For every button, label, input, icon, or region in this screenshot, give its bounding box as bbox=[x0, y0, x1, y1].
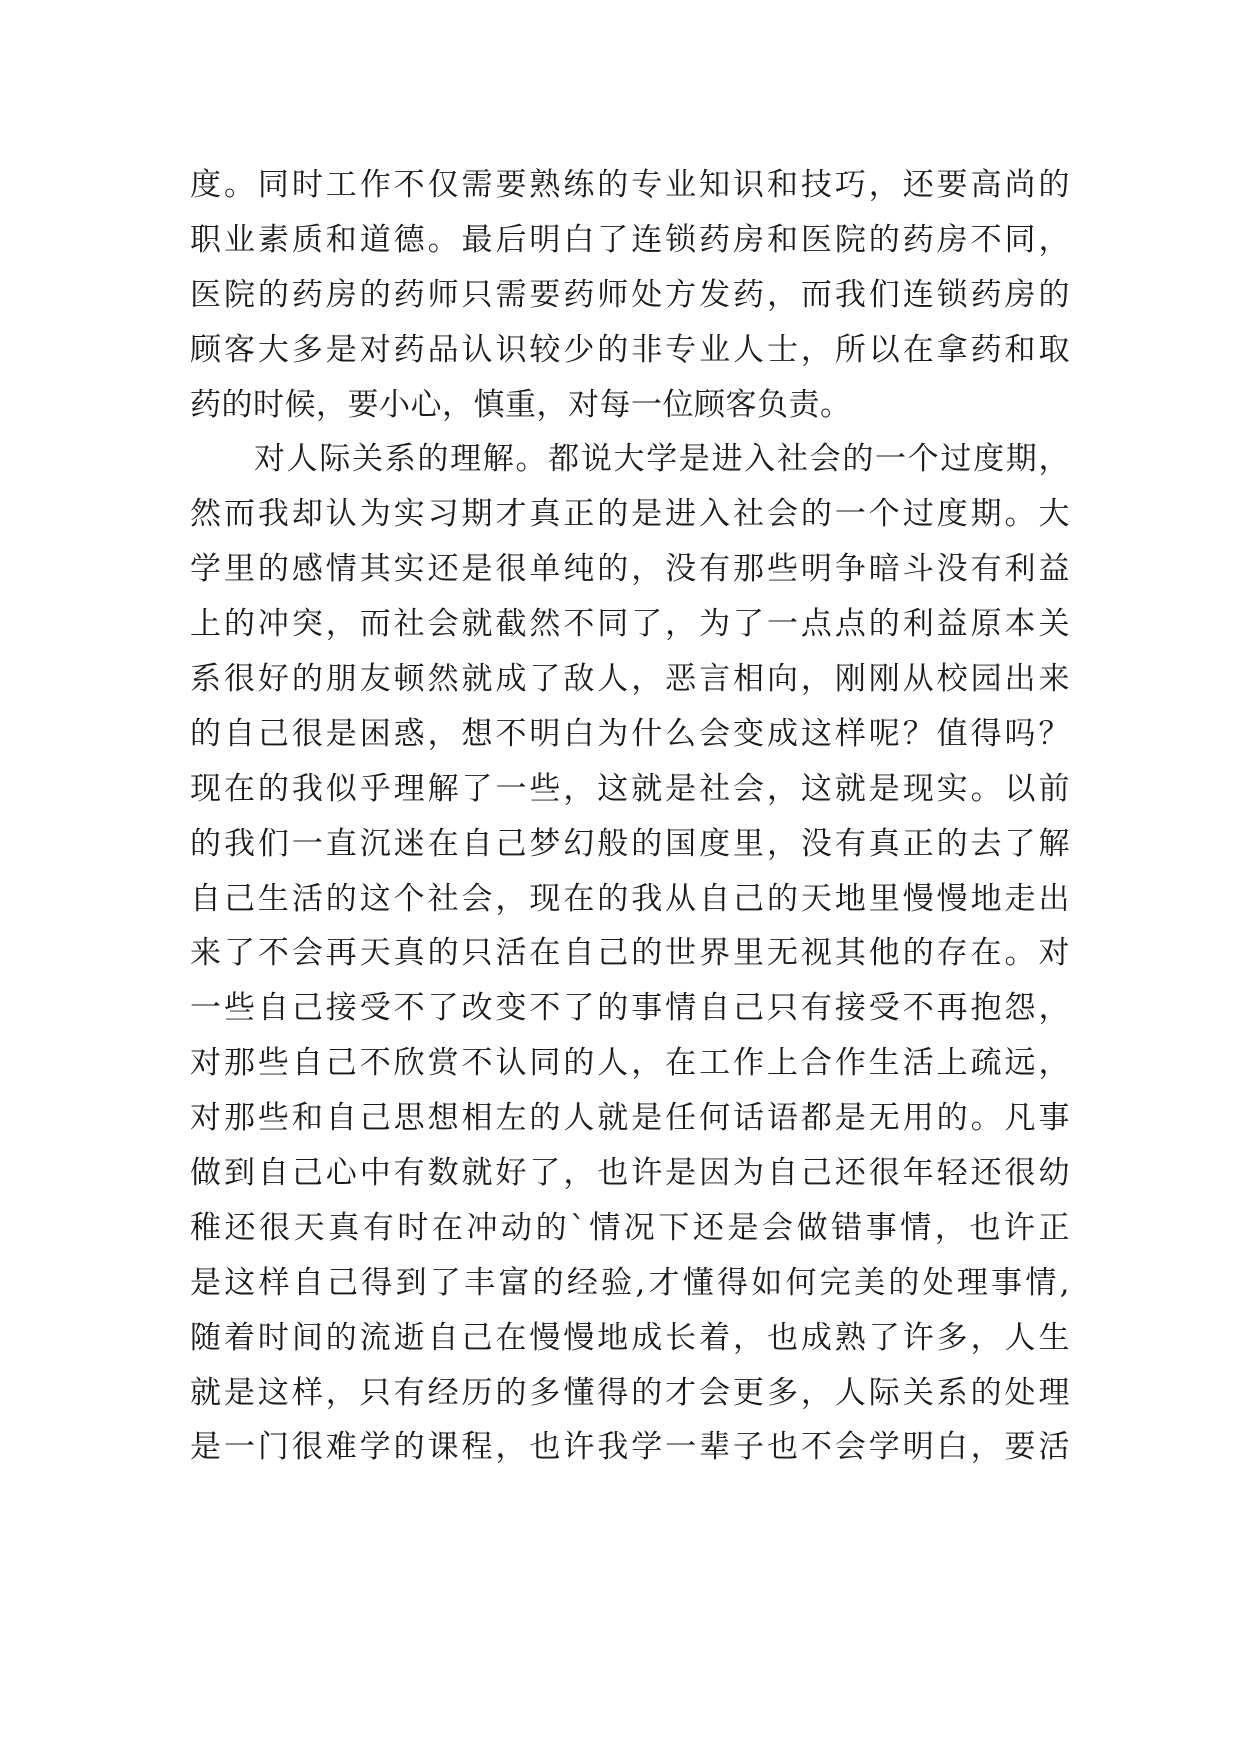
text-line: 自己生活的这个社会，现在的我从自己的天地里慢慢地走出 bbox=[190, 880, 1070, 917]
paragraph-first-line: 对人际关系的理解。都说大学是进入社会的一个过度期， bbox=[254, 441, 1070, 478]
text-line: 上的冲突，而社会就截然不同了，为了一点点的利益原本关 bbox=[190, 606, 1070, 643]
text-line: 来了不会再天真的只活在自己的世界里无视其他的存在。对 bbox=[190, 935, 1070, 972]
text-line: 随着时间的流逝自己在慢慢地成长着，也成熟了许多，人生 bbox=[190, 1319, 1070, 1356]
text-line: 的我们一直沉迷在自己梦幻般的国度里，没有真正的去了解 bbox=[190, 825, 1070, 862]
text-line: 职业素质和道德。最后明白了连锁药房和医院的药房不同， bbox=[190, 221, 1070, 258]
text-line: 一些自己接受不了改变不了的事情自己只有接受不再抱怨， bbox=[190, 990, 1070, 1027]
text-line: 度。同时工作不仅需要熟练的专业知识和技巧，还要高尚的 bbox=[190, 167, 1070, 203]
text-line: 是一门很难学的课程，也许我学一辈子也不会学明白，要活 bbox=[190, 1429, 1070, 1466]
text-line: 药的时候，要小心，慎重，对每一位顾客负责。 bbox=[190, 386, 852, 423]
text-line: 顾客大多是对药品认识较少的非专业人士，所以在拿药和取 bbox=[190, 331, 1070, 368]
text-line: 的自己很是困惑，想不明白为什么会变成这样呢？值得吗？ bbox=[190, 715, 1070, 752]
text-line: 是这样自己得到了丰富的经验,才懂得如何完美的处理事情, bbox=[190, 1264, 1070, 1301]
text-line: 稚还很天真有时在冲动的`情况下还是会做错事情，也许正 bbox=[190, 1209, 1070, 1246]
text-line: 然而我却认为实习期才真正的是进入社会的一个过度期。大 bbox=[190, 496, 1070, 533]
text-line: 对那些自己不欣赏不认同的人，在工作上合作生活上疏远， bbox=[190, 1045, 1070, 1082]
text-line: 现在的我似乎理解了一些，这就是社会，这就是现实。以前 bbox=[190, 770, 1070, 807]
text-line: 就是这样，只有经历的多懂得的才会更多，人际关系的处理 bbox=[190, 1374, 1070, 1411]
text-line: 系很好的朋友顿然就成了敌人，恶言相向，刚刚从校园出来 bbox=[190, 661, 1070, 698]
text-line: 做到自己心中有数就好了，也许是因为自己还很年轻还很幼 bbox=[190, 1155, 1070, 1192]
text-line: 医院的药房的药师只需要药师处方发药，而我们连锁药房的 bbox=[190, 276, 1070, 313]
body-text bbox=[190, 158, 1070, 1475]
text-line: 对那些和自己思想相左的人就是任何话语都是无用的。凡事 bbox=[190, 1100, 1070, 1137]
text-line: 学里的感情其实还是很单纯的，没有那些明争暗斗没有利益 bbox=[190, 551, 1070, 588]
